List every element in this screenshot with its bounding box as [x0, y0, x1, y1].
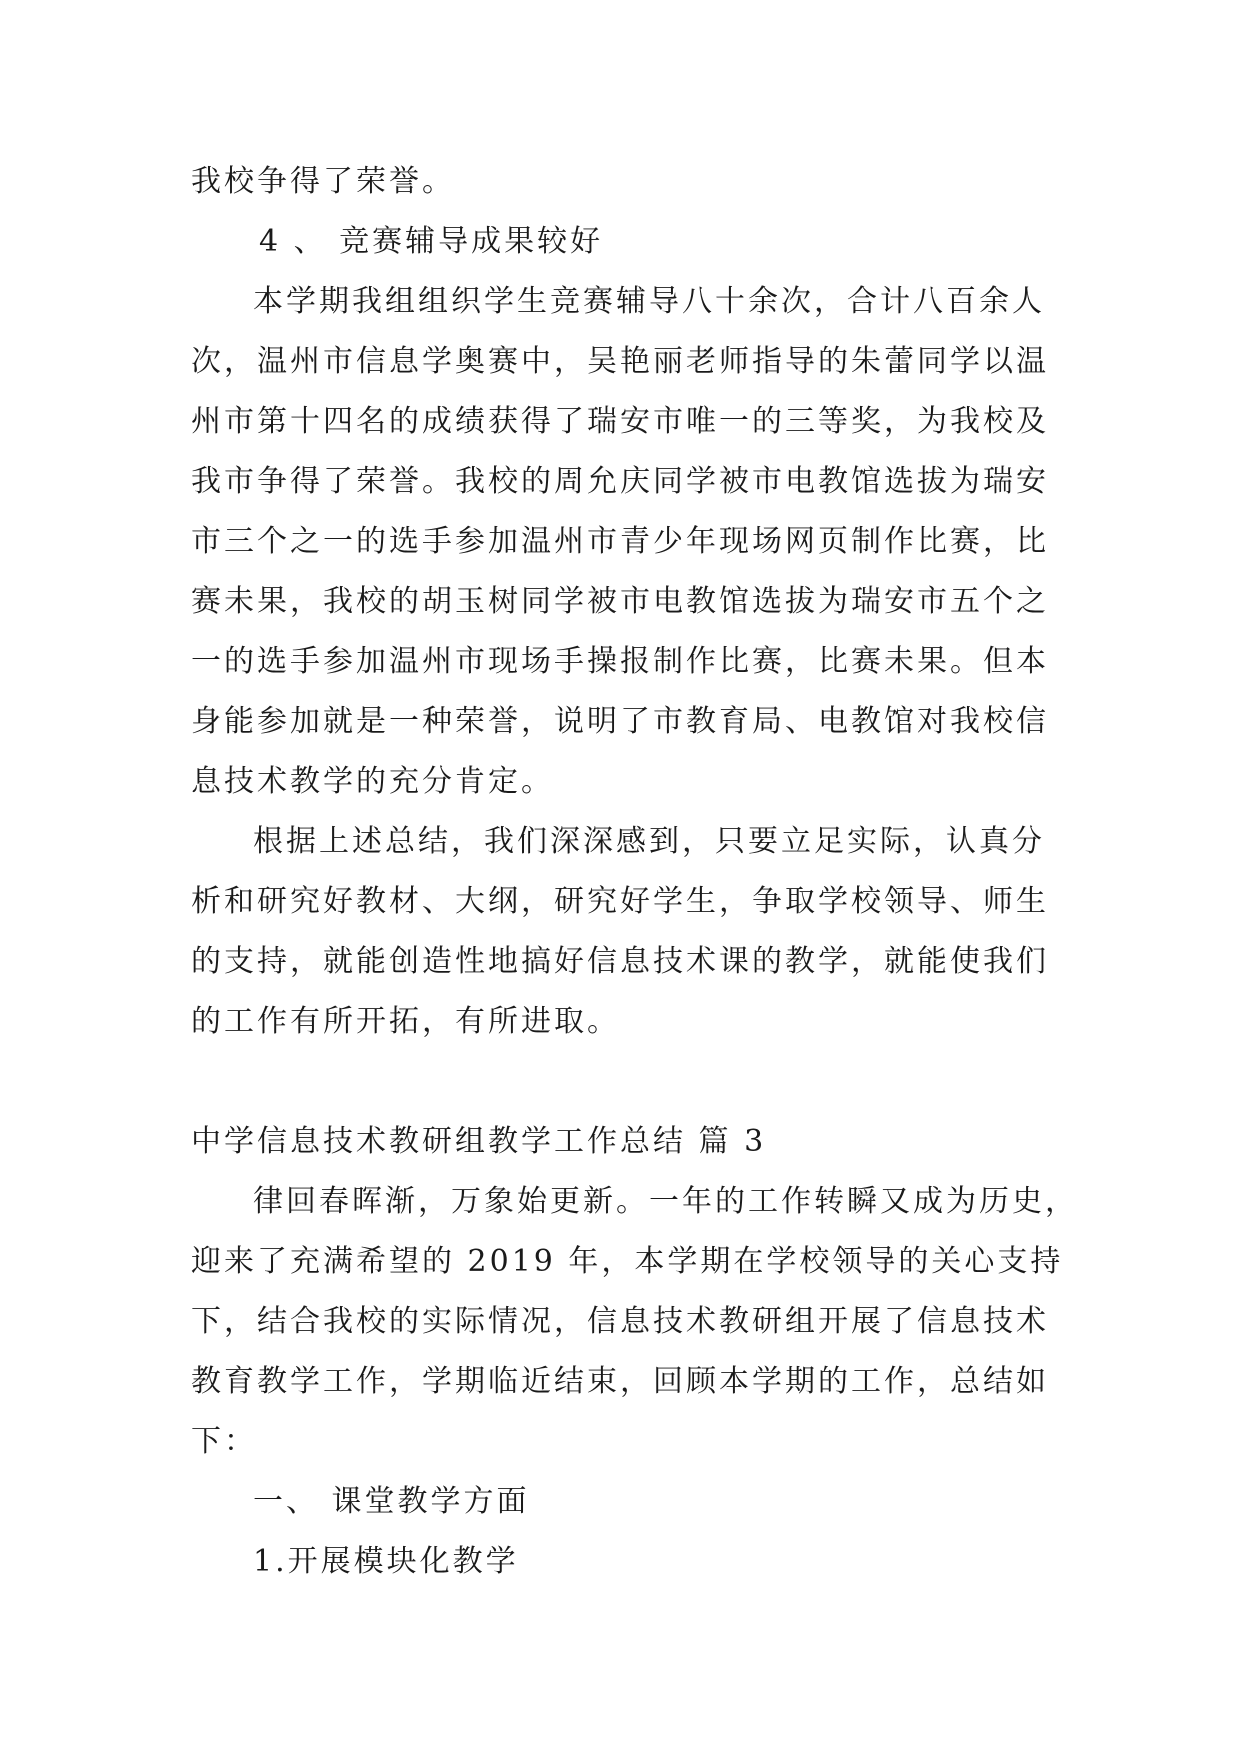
paragraph-line: 赛未果，我校的胡玉树同学被市电教馆选拔为瑞安市五个之 — [191, 584, 1049, 619]
paragraph-line: 本学期我组组织学生竞赛辅导八十余次，合计八百余人 — [253, 284, 1045, 319]
paragraph-line: 市三个之一的选手参加温州市青少年现场网页制作比赛，比 — [191, 524, 1049, 559]
paragraph-line: 身能参加就是一种荣誉，说明了市教育局、电教馆对我校信 — [191, 704, 1049, 739]
section-title: 中学信息技术教研组教学工作总结 篇 3 — [191, 1124, 767, 1159]
paragraph-line: 我市争得了荣誉。我校的周允庆同学被市电教馆选拔为瑞安 — [191, 464, 1049, 499]
paragraph-line: 根据上述总结，我们深深感到，只要立足实际，认真分 — [253, 824, 1045, 859]
section-heading: 一、 课堂教学方面 — [253, 1484, 530, 1519]
paragraph-line: 息技术教学的充分肯定。 — [191, 764, 554, 799]
paragraph-line: 我校争得了荣誉。 — [191, 164, 455, 199]
paragraph-line: 州市第十四名的成绩获得了瑞安市唯一的三等奖，为我校及 — [191, 404, 1049, 439]
paragraph-line: 的工作有所开拓，有所进取。 — [191, 1004, 620, 1039]
section-heading: 4 、 竞赛辅导成果较好 — [259, 224, 604, 259]
subsection-heading: 1.开展模块化教学 — [253, 1544, 519, 1579]
paragraph-line: 析和研究好教材、大纲，研究好学生，争取学校领导、师生 — [191, 884, 1049, 919]
paragraph-line: 下： — [191, 1424, 257, 1459]
paragraph-line: 教育教学工作，学期临近结束，回顾本学期的工作，总结如 — [191, 1364, 1049, 1399]
blank-line — [191, 1052, 1051, 1112]
paragraph-line: 迎来了充满希望的 2019 年，本学期在学校领导的关心支持 — [191, 1244, 1064, 1279]
paragraph-line: 的支持，就能创造性地搞好信息技术课的教学，就能使我们 — [191, 944, 1049, 979]
paragraph-line: 一的选手参加温州市现场手操报制作比赛，比赛未果。但本 — [191, 644, 1049, 679]
paragraph-line: 次，温州市信息学奥赛中，吴艳丽老师指导的朱蕾同学以温 — [191, 344, 1049, 379]
document-body — [191, 152, 1078, 1592]
paragraph-line: 律回春晖渐，万象始更新。一年的工作转瞬又成为历史， — [253, 1184, 1078, 1219]
paragraph-line: 下，结合我校的实际情况，信息技术教研组开展了信息技术 — [191, 1304, 1049, 1339]
